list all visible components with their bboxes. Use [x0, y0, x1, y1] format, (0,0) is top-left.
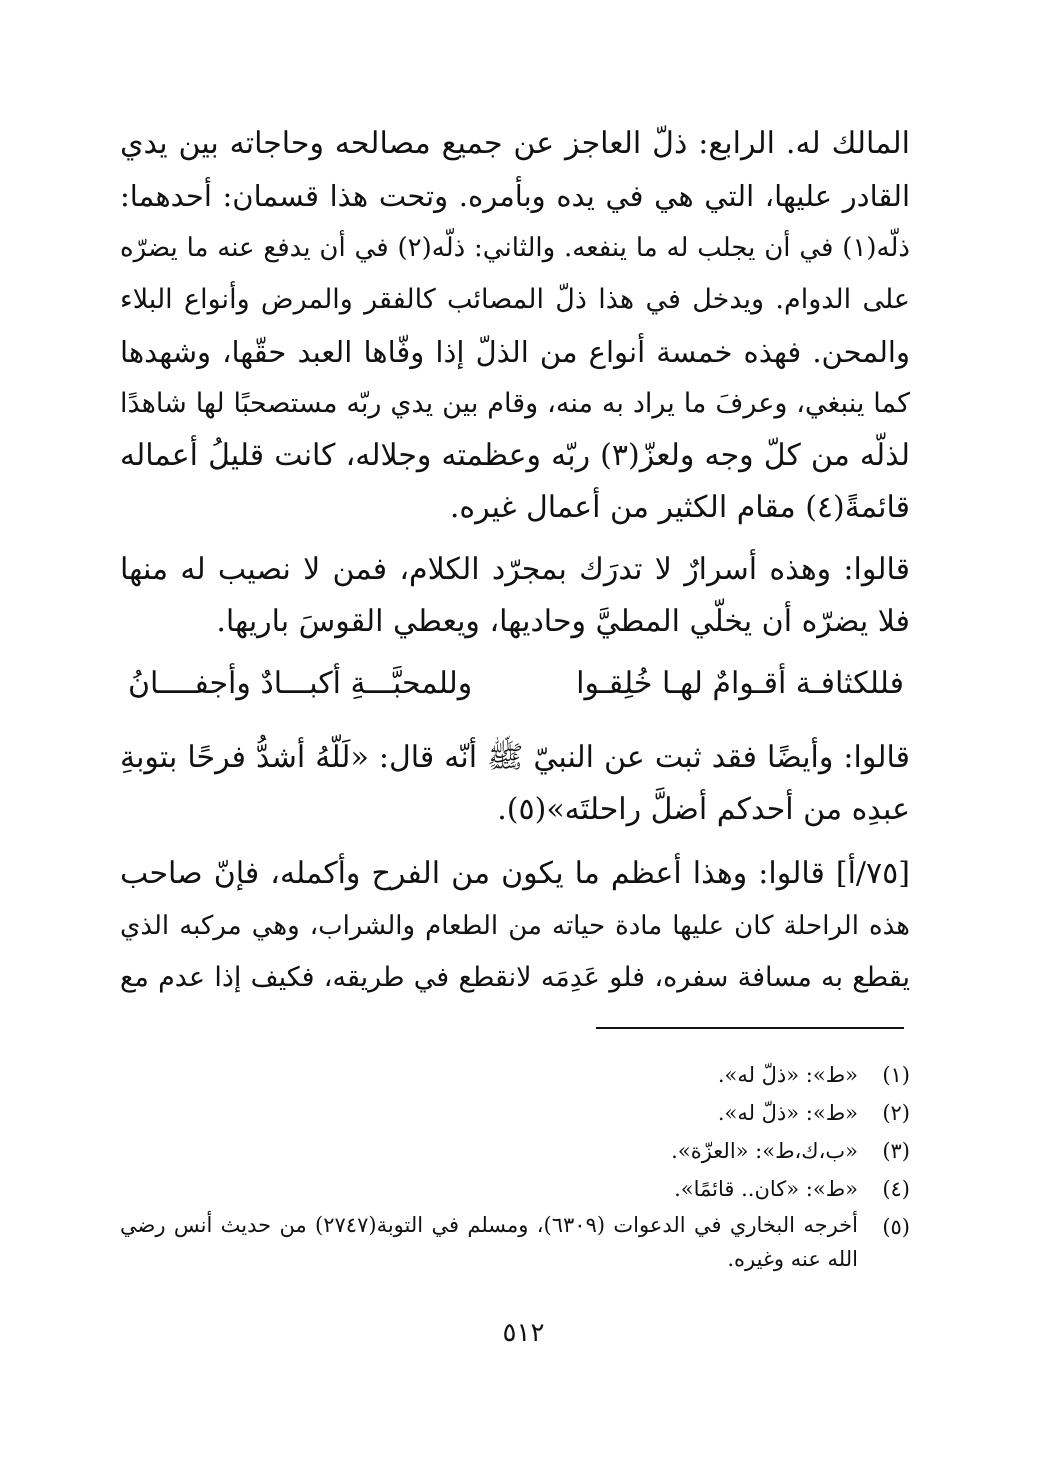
text-line: قالوا: وأيضًا فقد ثبت عن النبيّ ﷺ أنّه قال: «لَلّهُ أشدُّ فرحًا بتوبةِ — [120, 740, 910, 775]
text-line: على الدوام. ويدخل في هذا ذلّ المصائب كالفقر والمرض وأنواع البلاء — [120, 284, 910, 315]
text-line: هذه الراحلة كان عليها مادة حياته من الطعام والشراب، وهي مركبه الذي — [120, 911, 910, 941]
footnote-number: (٥) — [882, 1215, 910, 1239]
footnote-item — [120, 1056, 910, 1094]
text-line: فلا يضرّه أن يخلّي المطيَّ وحاديها، ويعطي القوسَ باريها. — [216, 604, 910, 639]
paragraph-2 — [120, 544, 910, 648]
footnote-item — [120, 1132, 910, 1170]
text-line: قالوا: وهذه أسرارٌ لا تدرَك بمجرّد الكلام، فمن لا نصيب له منها — [120, 552, 910, 587]
text-line: يقطع به مسافة سفره، فلو عَدِمَه لانقطع في طريقه، فكيف إذا عدم مع — [120, 962, 910, 993]
footnote-text: أخرجه البخاري في الدعوات (٦٣٠٩)، ومسلم في التوبة(٢٧٤٧) من حديث أنس رضي الله عنه وغيره. — [120, 1213, 859, 1271]
paragraph-3 — [120, 732, 910, 836]
verse-hemistich-first: فللكثافـة أقـوامٌ لهـا خُلِقـوا — [576, 666, 904, 701]
footnote-number: (١) — [882, 1063, 910, 1087]
footnote-text: «ط»: «ذلّ له». — [717, 1101, 858, 1125]
text-line: لذلّه من كلّ وجه ولعزّ(٣) ربّه وعظمته وجلاله، كانت قليلُ أعماله — [120, 438, 910, 473]
footnote-item — [120, 1094, 910, 1132]
footnote-separator — [596, 1027, 904, 1029]
footnote-text: «ب،ك،ط»: «العزّة». — [671, 1139, 858, 1163]
text-line: ذلّه(١) في أن يجلب له ما ينفعه. والثاني: ذلّه(٢) في أن يدفع عنه ما يضرّه — [120, 233, 910, 263]
text-line: المالك له. الرابع: ذلّ العاجز عن جميع مصالحه وحاجاته بين يدي — [120, 126, 910, 161]
text-line: كما ينبغي، وعرفَ ما يراد به منه، وقام بين يدي ربّه مستصحبًا لها شاهدًا — [120, 388, 910, 419]
footnote-item — [120, 1170, 910, 1208]
footnote-text: «ط»: «ذلّ له». — [717, 1063, 858, 1087]
verse-hemistich-second: وللمحبَّـــةِ أكبـــادٌ وأجفــــانُ — [128, 666, 473, 701]
paragraph-1 — [120, 118, 910, 534]
text-line: عبدِه من أحدكم أضلَّ راحلتَه»(٥). — [497, 792, 910, 827]
footnotes — [120, 1056, 910, 1276]
text-line: [٧٥/أ] قالوا: وهذا أعظم ما يكون من الفرح وأكمله، فإنّ صاحب — [120, 856, 910, 891]
footnote-number: (٣) — [882, 1139, 910, 1163]
page-number: ٥١٢ — [502, 1318, 545, 1348]
text-line: القادر عليها، التي هي في يده وبأمره. وتحت هذا قسمان: أحدهما: — [120, 179, 910, 213]
poetry-verse — [128, 658, 904, 710]
footnote-text: «ط»: «كان.. قائمًا». — [674, 1177, 858, 1201]
footnote-number: (٢) — [882, 1101, 910, 1125]
paragraph-4 — [120, 848, 910, 1004]
footnote-item — [120, 1208, 910, 1276]
footnote-number: (٤) — [882, 1177, 910, 1201]
text-line: قائمةً(٤) مقام الكثير من أعمال غيره. — [449, 490, 910, 525]
text-line: والمحن. فهذه خمسة أنواع من الذلّ إذا وفّاها العبد حقّها، وشهدها — [120, 335, 910, 369]
